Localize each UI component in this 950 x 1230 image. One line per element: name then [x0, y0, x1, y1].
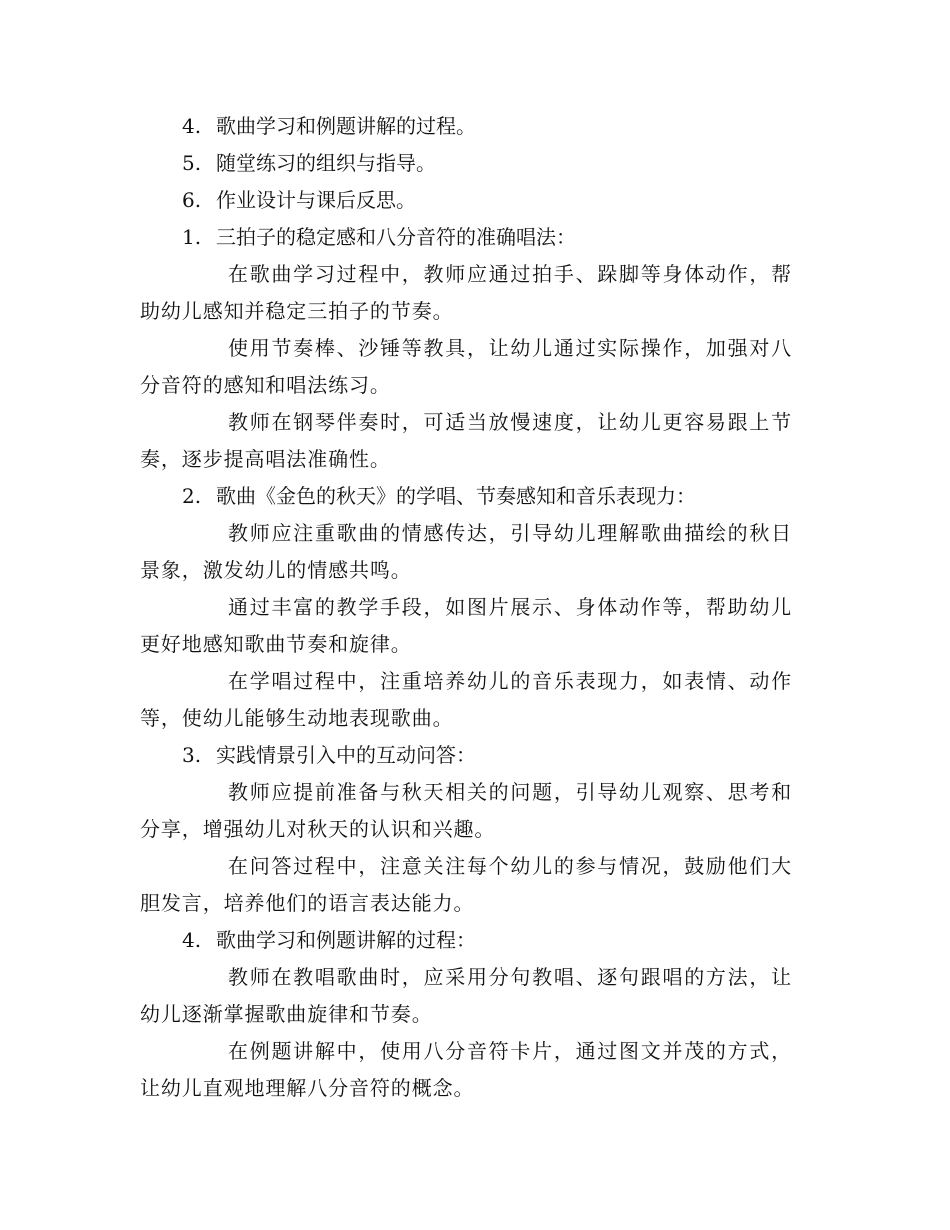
paragraph: 教师应注重歌曲的情感传达，引导幼儿理解歌曲描绘的秋日景象，激发幼儿的情感共鸣。 — [140, 521, 792, 582]
list-number: 3. — [182, 743, 202, 767]
list-text: 实践情景引入中的互动问答： — [216, 743, 476, 767]
list-number: 1. — [182, 225, 202, 249]
list-text: 歌曲学习和例题讲解的过程。 — [216, 114, 476, 138]
paragraph: 教师在钢琴伴奏时，可适当放慢速度，让幼儿更容易跟上节奏，逐步提高唱法准确性。 — [140, 410, 792, 471]
list-text: 三拍子的稳定感和八分音符的准确唱法： — [216, 225, 576, 249]
list-number: 2. — [182, 484, 202, 508]
paragraph: 在例题讲解中，使用八分音符卡片，通过图文并茂的方式，让幼儿直观地理解八分音符的概念。 — [140, 1039, 792, 1100]
list-text: 作业设计与课后反思。 — [216, 188, 416, 212]
section-heading — [140, 737, 792, 774]
paragraph: 使用节奏棒、沙锤等教具，让幼儿通过实际操作，加强对八分音符的感知和唱法练习。 — [140, 336, 792, 397]
list-number: 6. — [182, 188, 202, 212]
paragraph: 教师应提前准备与秋天相关的问题，引导幼儿观察、思考和分享，增强幼儿对秋天的认识和兴趣。 — [140, 780, 792, 841]
paragraph: 通过丰富的教学手段，如图片展示、身体动作等，帮助幼儿更好地感知歌曲节奏和旋律。 — [140, 595, 792, 656]
list-item — [140, 108, 792, 145]
section-heading — [140, 219, 792, 256]
list-text: 歌曲《金色的秋天》的学唱、节奏感知和音乐表现力： — [216, 484, 696, 508]
list-text: 随堂练习的组织与指导。 — [216, 151, 436, 175]
list-item — [140, 145, 792, 182]
paragraph: 在学唱过程中，注重培养幼儿的音乐表现力，如表情、动作等，使幼儿能够生动地表现歌曲。 — [140, 669, 792, 730]
section-heading — [140, 478, 792, 515]
paragraph: 在歌曲学习过程中，教师应通过拍手、跺脚等身体动作，帮助幼儿感知并稳定三拍子的节奏。 — [140, 262, 792, 323]
list-number: 4. — [182, 928, 202, 952]
paragraph: 教师在教唱歌曲时，应采用分句教唱、逐句跟唱的方法，让幼儿逐渐掌握歌曲旋律和节奏。 — [140, 965, 792, 1026]
document-body — [140, 108, 792, 1107]
list-text: 歌曲学习和例题讲解的过程： — [216, 928, 476, 952]
paragraph: 在问答过程中，注意关注每个幼儿的参与情况，鼓励他们大胆发言，培养他们的语言表达能力。 — [140, 854, 792, 915]
section-heading — [140, 922, 792, 959]
list-number: 5. — [182, 151, 202, 175]
list-number: 4. — [182, 114, 202, 138]
list-item — [140, 182, 792, 219]
